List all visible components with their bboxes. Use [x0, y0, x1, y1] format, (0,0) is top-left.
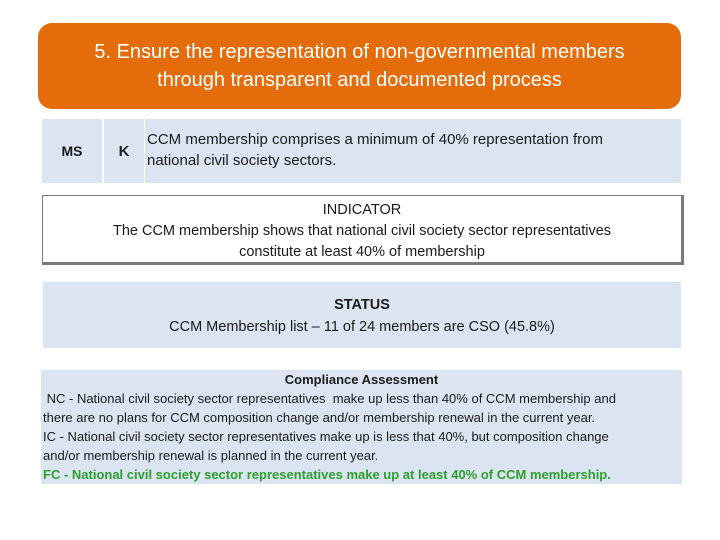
compliance-title: Compliance Assessment	[284, 372, 439, 387]
slide-title	[38, 23, 681, 109]
compliance-ic-line-1: IC - National civil society sector representatives make up is less that 40%, but composition change	[43, 429, 609, 444]
status-title: STATUS	[334, 297, 390, 313]
compliance-assessment-box	[41, 370, 682, 484]
compliance-nc-line-2: there are no plans for CCM composition change and/or membership renewal in the current year.	[43, 410, 596, 425]
slide-title-line-1: 5. Ensure the representation of non-governmental members	[94, 41, 625, 63]
status-box	[43, 282, 681, 348]
compliance-nc-line-1: NC - National civil society sector representatives make up less than 40% of CCM membership and	[43, 391, 616, 406]
slide-title-line-2: through transparent and documented process	[157, 69, 562, 91]
indicator-line-1: The CCM membership shows that national civil society sector representatives	[112, 223, 612, 239]
compliance-fc-line: FC - National civil society sector representatives make up at least 40% of CCM membership.	[43, 467, 611, 482]
status-text: CCM Membership list – 11 of 24 members are CSO (45.8%)	[169, 319, 555, 335]
requirement-description-line-1: CCM membership comprises a minimum of 40% representation from	[147, 131, 603, 148]
ms-label-cell: MS	[42, 119, 102, 183]
requirement-description-line-2: national civil society sectors.	[147, 152, 337, 169]
requirement-description	[145, 119, 681, 183]
indicator-line-2: constitute at least 40% of membership	[239, 244, 485, 260]
k-label-cell: K	[104, 119, 144, 183]
indicator-box	[42, 195, 684, 265]
compliance-ic-line-2: and/or membership renewal is planned in the current year.	[43, 448, 379, 463]
indicator-title: INDICATOR	[322, 202, 402, 218]
